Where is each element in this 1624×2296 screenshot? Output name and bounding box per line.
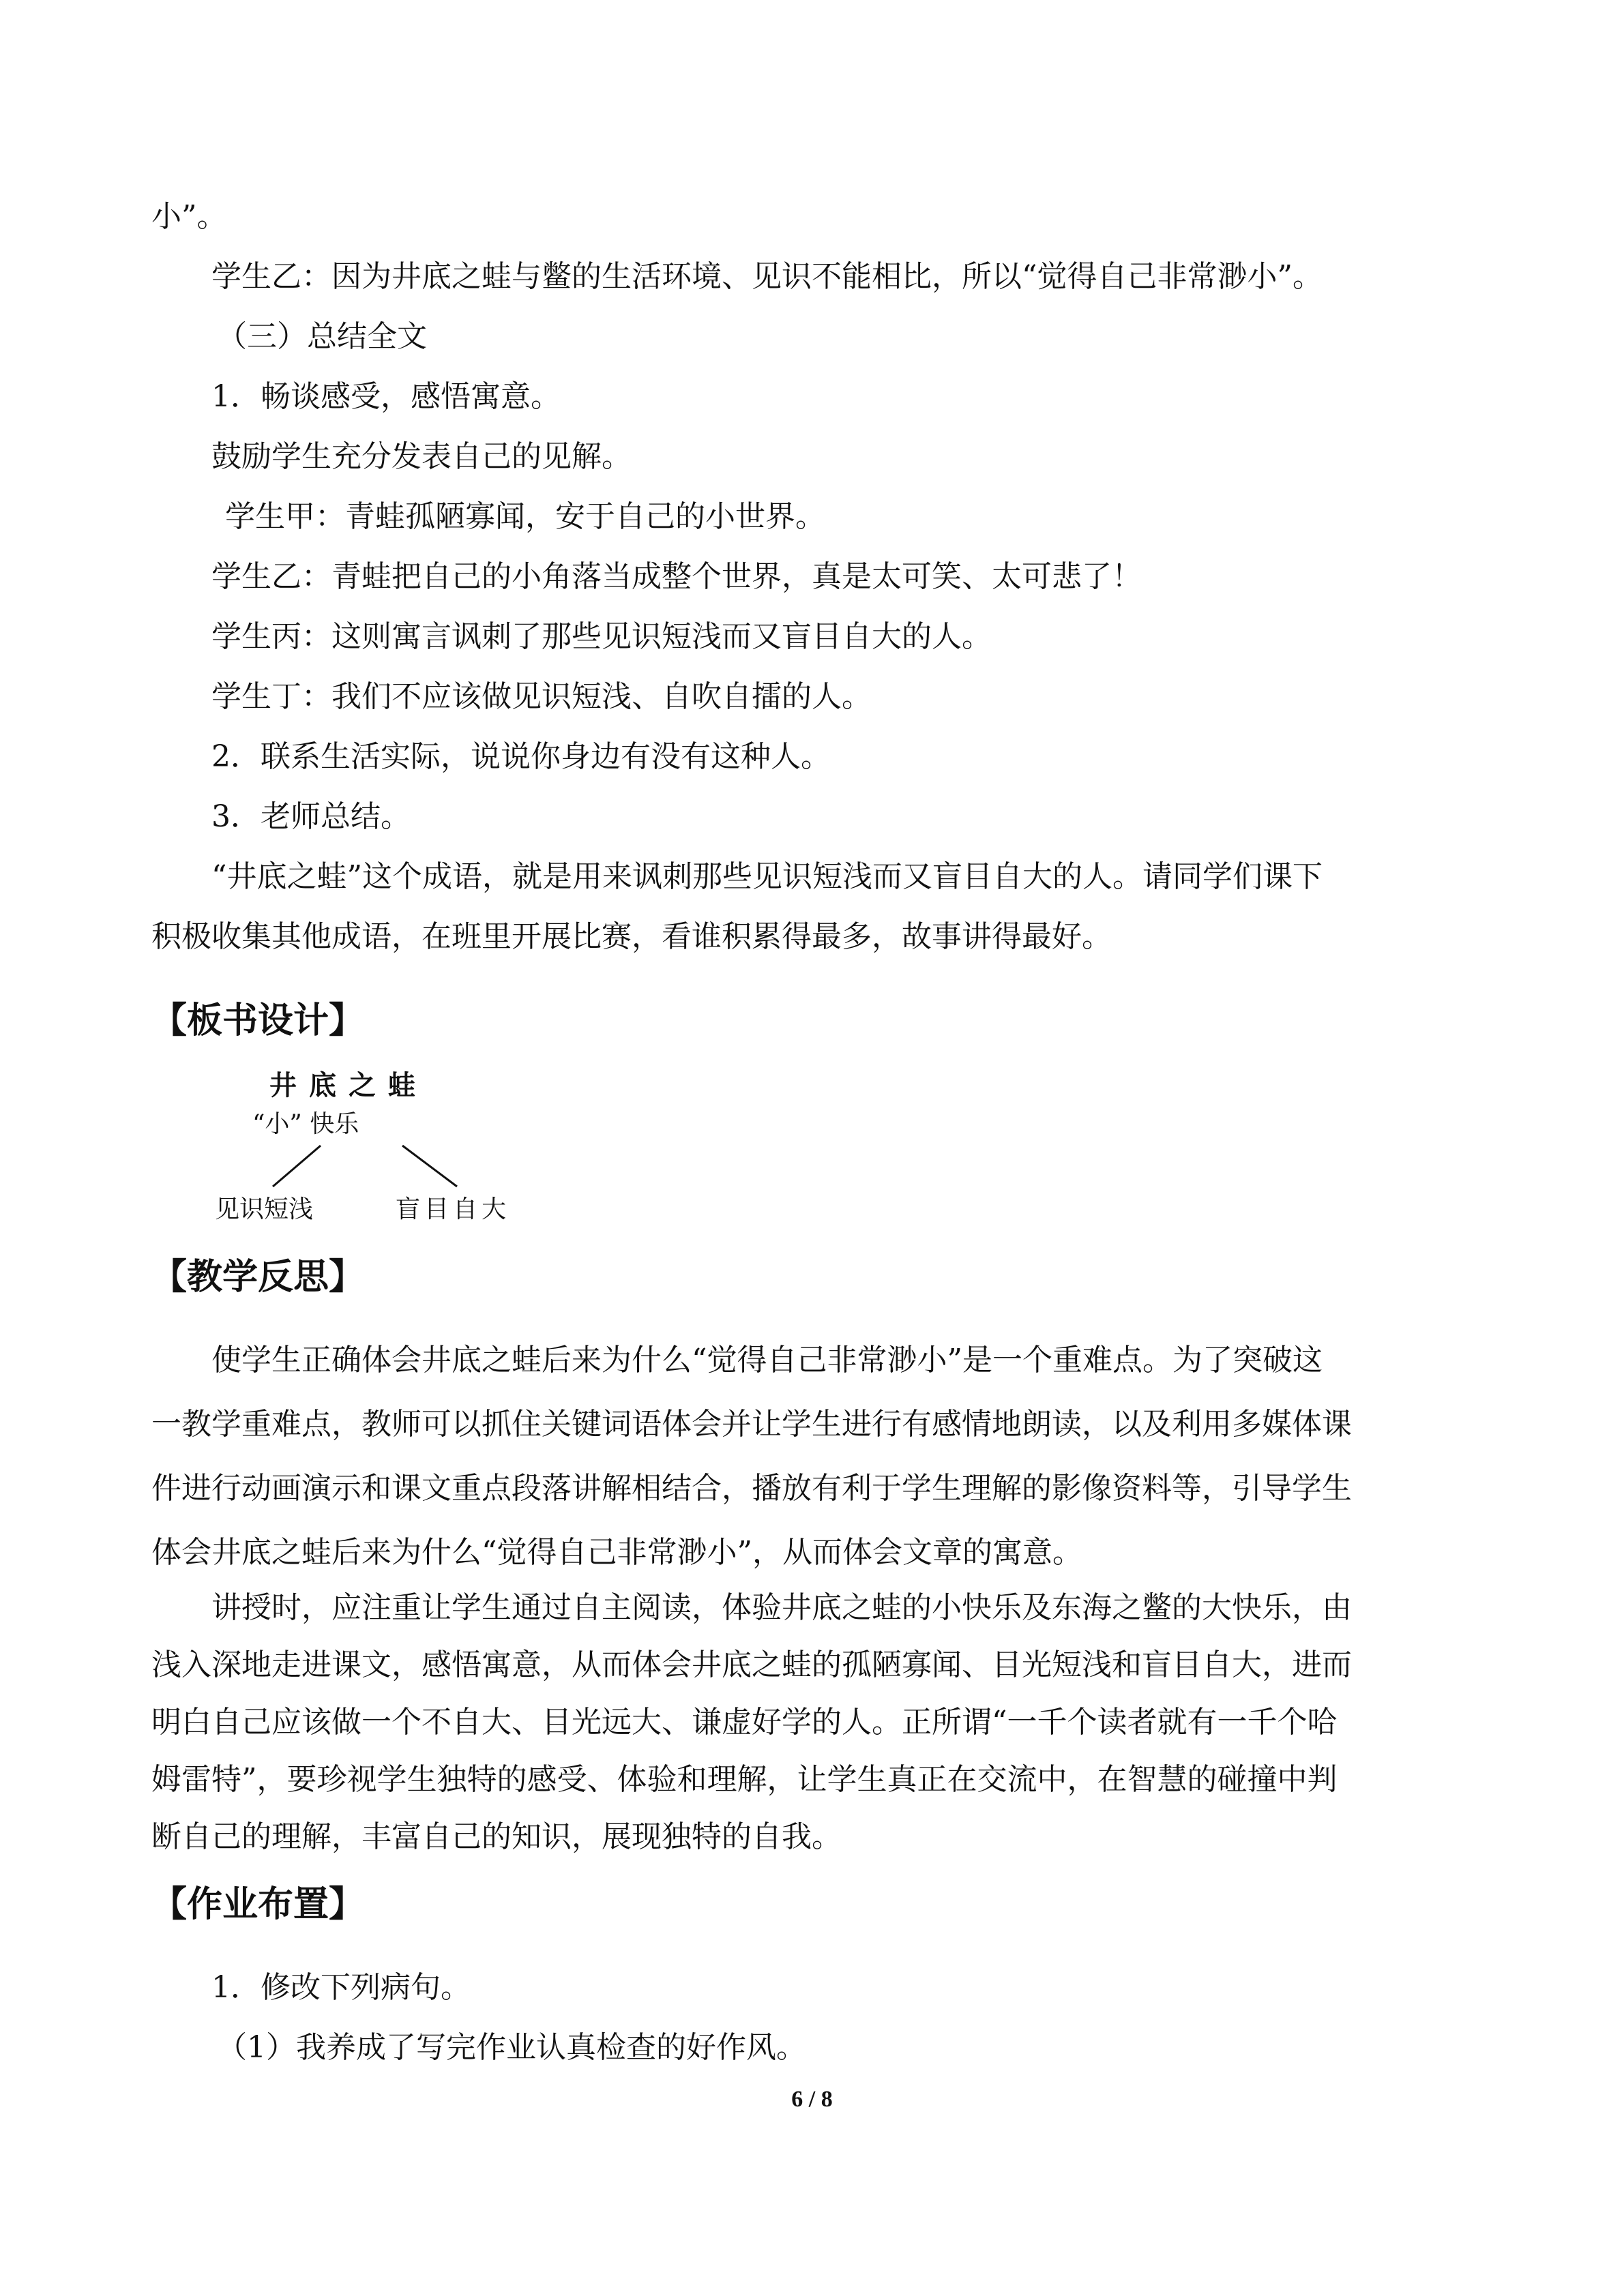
connector-right	[402, 1146, 457, 1187]
homework-heading: 【作业布置】	[151, 1884, 365, 1925]
reflection-line-3: 件进行动画演示和课文重点段落讲解相结合，播放有利于学生理解的影像资料等，引导学生	[151, 1471, 1352, 1506]
reflection-line-2: 一教学重难点，教师可以抓住关键词语体会并让学生进行有感情地朗读，以及利用多媒体课	[151, 1407, 1352, 1442]
paragraph-continuation: 小”。	[151, 199, 227, 234]
paragraph-encourage: 鼓励学生充分发表自己的见解。	[211, 439, 632, 474]
board-title: 井底之蛙	[269, 1070, 428, 1101]
paragraph-conclusion-line-2: 积极收集其他成语，在班里开展比赛，看谁积累得最多，故事讲得最好。	[151, 919, 1112, 954]
reflection-line-8: 姆雷特”，要珍视学生独特的感受、体验和理解，让学生真正在交流中，在智慧的碰撞中判	[151, 1762, 1338, 1797]
reflection-line-7: 明白自己应该做一个不自大、目光远大、谦虚好学的人。正所谓“一千个读者就有一千个哈	[151, 1705, 1338, 1740]
paragraph-student-c: 学生丙：这则寓言讽刺了那些见识短浅而又盲目自大的人。	[211, 619, 992, 654]
reflection-line-5: 讲授时，应注重让学生通过自主阅读，体验井底之蛙的小快乐及东海之鳖的大快乐，由	[211, 1590, 1352, 1625]
paragraph-student-a: 学生甲：青蛙孤陋寡闻，安于自己的小世界。	[225, 499, 825, 534]
board-design-diagram	[205, 1057, 546, 1241]
homework-item-1-1: （1）我养成了写完作业认真检查的好作风。	[217, 2030, 806, 2065]
homework-item-1: 1．修改下列病句。	[211, 1970, 471, 2005]
paragraph-student-b-1: 学生乙：因为井底之蛙与鳖的生活环境、见识不能相比，所以“觉得自己非常渺小”。	[211, 259, 1323, 294]
page-number: 6 / 8	[791, 2087, 833, 2112]
board-right-branch: 盲目自大	[396, 1195, 511, 1223]
list-item-1: 1．畅谈感受，感悟寓意。	[211, 379, 561, 414]
board-design-heading: 【板书设计】	[151, 1000, 365, 1041]
list-item-3: 3．老师总结。	[211, 799, 411, 834]
section-summary-title: （三）总结全文	[217, 319, 427, 354]
reflection-line-6: 浅入深地走进课文，感悟寓意，从而体会井底之蛙的孤陋寡闻、目光短浅和盲目自大，进而	[151, 1648, 1352, 1682]
paragraph-student-b-2: 学生乙：青蛙把自己的小角落当成整个世界，真是太可笑、太可悲了！	[211, 559, 1142, 594]
connector-left	[273, 1146, 321, 1187]
list-item-2: 2．联系生活实际，说说你身边有没有这种人。	[211, 739, 831, 774]
reflection-line-4: 体会井底之蛙后来为什么“觉得自己非常渺小”，从而体会文章的寓意。	[151, 1535, 1082, 1570]
board-subtitle: “小” 快乐	[252, 1110, 359, 1138]
board-left-branch: 见识短浅	[215, 1195, 314, 1223]
paragraph-conclusion-line-1: “井底之蛙”这个成语，就是用来讽刺那些见识短浅而又盲目自大的人。请同学们课下	[211, 859, 1323, 894]
teaching-reflection-heading: 【教学反思】	[151, 1257, 365, 1298]
paragraph-student-d: 学生丁：我们不应该做见识短浅、自吹自擂的人。	[211, 679, 872, 714]
reflection-line-9: 断自己的理解，丰富自己的知识，展现独特的自我。	[151, 1819, 842, 1854]
reflection-line-1: 使学生正确体会井底之蛙后来为什么“觉得自己非常渺小”是一个重难点。为了突破这	[211, 1343, 1323, 1377]
